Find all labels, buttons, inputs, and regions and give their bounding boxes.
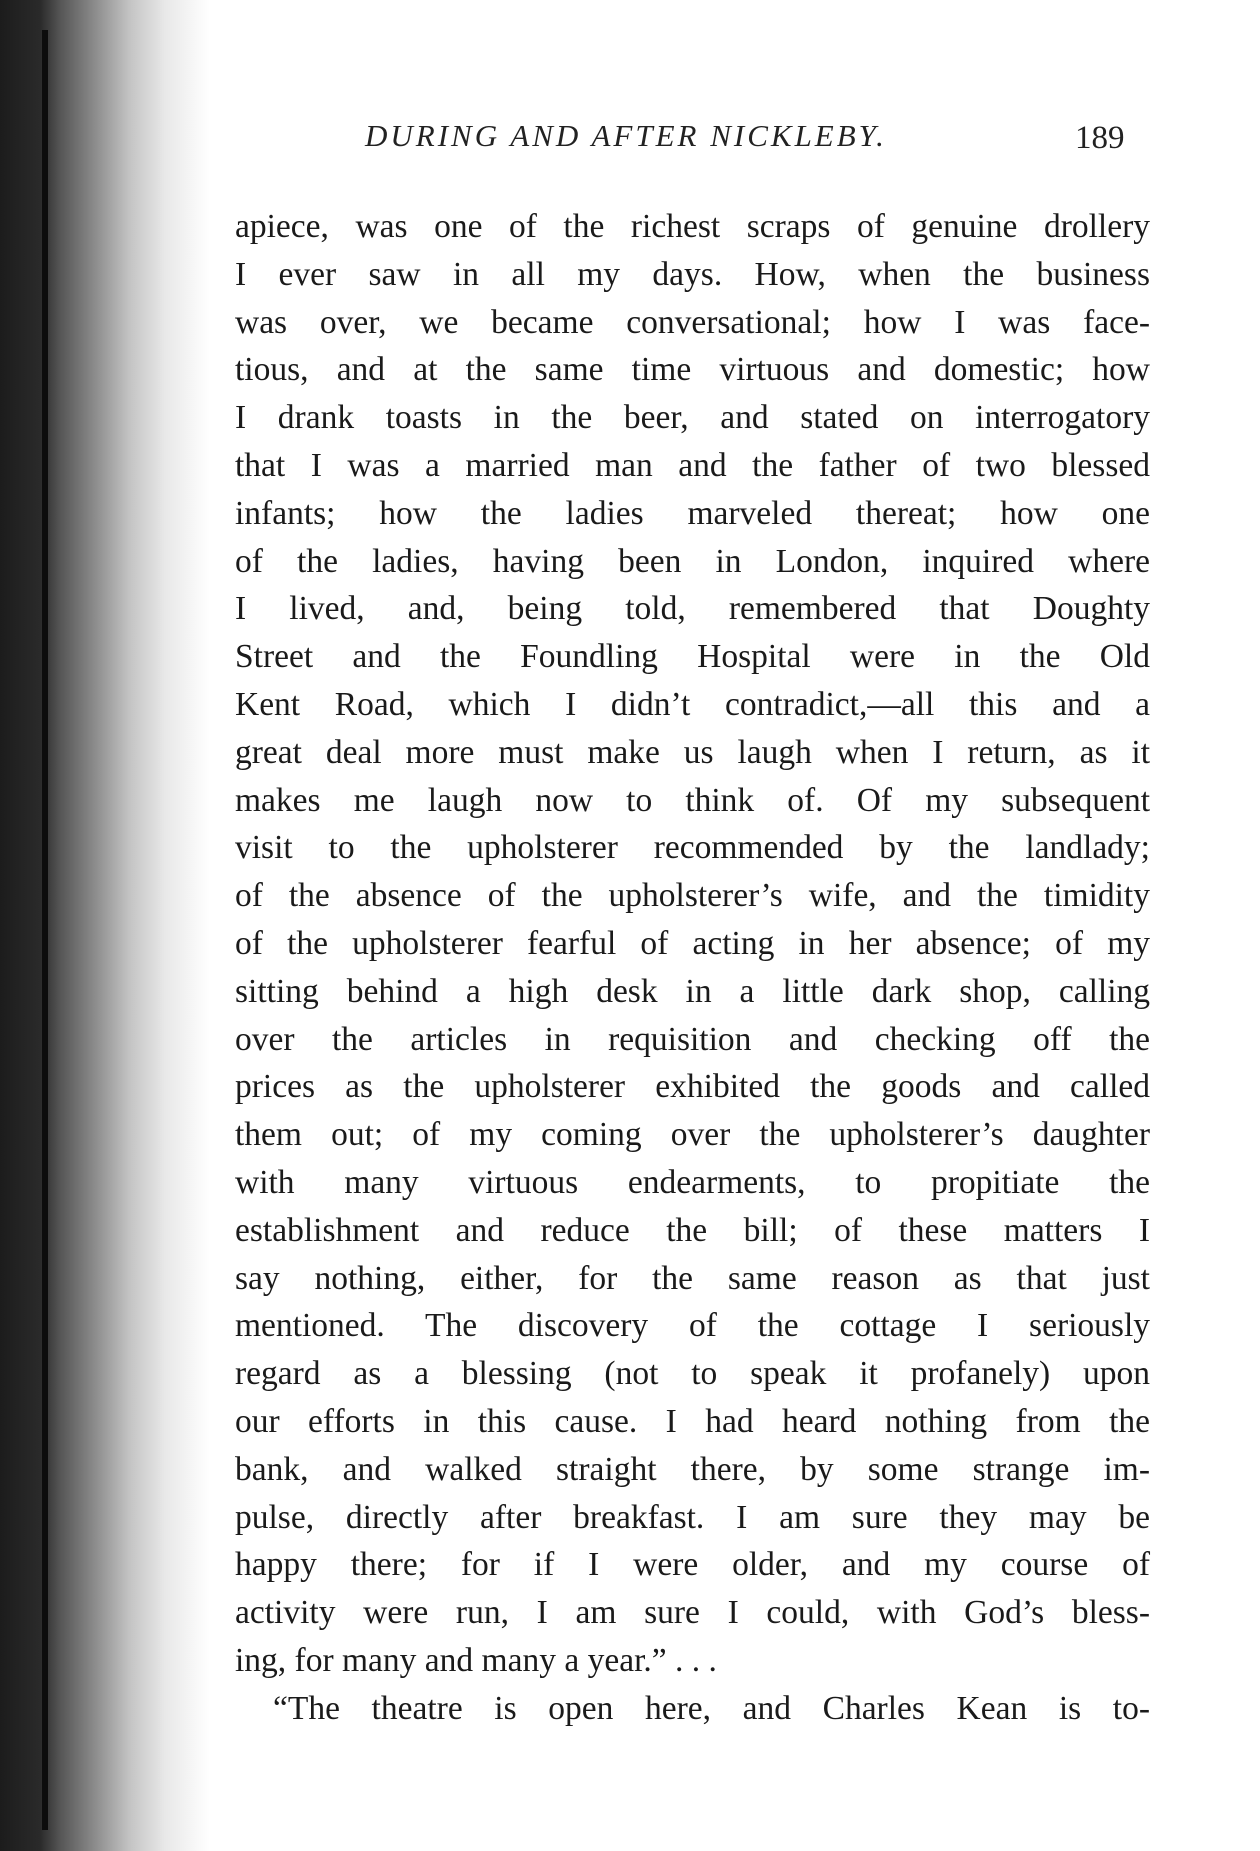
text-line: apiece, was one of the richest scraps of genuine drollery	[235, 208, 1150, 245]
text-line: Street and the Foundling Hospital were in the Old	[235, 638, 1150, 676]
text-line: our efforts in this cause. I had heard nothing from the	[235, 1402, 1150, 1440]
text-line: that I was a married man and the father of two blessed	[235, 446, 1150, 484]
text-line: mentioned. The discovery of the cottage I seriously	[235, 1307, 1150, 1345]
text-line: infants; how the ladies marveled thereat; how one	[235, 494, 1150, 532]
text-line: of the upholsterer fearful of acting in her absence; of my	[235, 924, 1150, 962]
text-line: great deal more must make us laugh when I return, as it	[235, 733, 1150, 771]
page-number: 189	[1075, 120, 1125, 156]
text-line: was over, we became conversational; how I was face-	[235, 303, 1150, 341]
binding-shadow	[0, 0, 210, 1851]
binding-edge	[42, 30, 48, 1830]
text-line: prices as the upholsterer exhibited the goods and called	[235, 1068, 1150, 1106]
text-line: visit to the upholsterer recommended by the landlady;	[235, 829, 1150, 867]
text-line: them out; of my coming over the upholsterer’s daughter	[235, 1116, 1150, 1154]
text-line: I lived, and, being told, remembered that Doughty	[235, 590, 1150, 628]
running-head	[365, 118, 1155, 158]
text-line: of the ladies, having been in London, inquired where	[235, 542, 1150, 580]
text-line: bank, and walked straight there, by some strange im-	[235, 1450, 1150, 1488]
text-line: over the articles in requisition and checking off the	[235, 1020, 1150, 1058]
text-line: sitting behind a high desk in a little dark shop, calling	[235, 972, 1150, 1010]
body-text	[235, 203, 1150, 1733]
text-line: with many virtuous endearments, to propitiate the	[235, 1163, 1150, 1201]
paragraph-first-line: “The theatre is open here, and Charles Kean is to-	[273, 1689, 1150, 1727]
text-line: I drank toasts in the beer, and stated on interrogatory	[235, 399, 1150, 437]
text-line: tious, and at the same time virtuous and domestic; how	[235, 351, 1150, 389]
text-line: Kent Road, which I didn’t contradict,—all this and a	[235, 685, 1150, 723]
text-line: establishment and reduce the bill; of these matters I	[235, 1211, 1150, 1249]
text-line: say nothing, either, for the same reason as that just	[235, 1259, 1150, 1297]
paragraph-last-line: ing, for many and many a year.” . . .	[235, 1641, 717, 1679]
text-line: I ever saw in all my days. How, when the business	[235, 255, 1150, 293]
text-line: pulse, directly after breakfast. I am sure they may be	[235, 1498, 1150, 1536]
running-title: DURING AND AFTER NICKLEBY.	[365, 118, 887, 153]
text-line: happy there; for if I were older, and my course of	[235, 1546, 1150, 1584]
text-line: of the absence of the upholsterer’s wife, and the timidity	[235, 877, 1150, 915]
text-line: makes me laugh now to think of. Of my subsequent	[235, 781, 1150, 819]
text-line: regard as a blessing (not to speak it profanely) upon	[235, 1355, 1150, 1393]
text-line: activity were run, I am sure I could, with God’s bless-	[235, 1594, 1150, 1632]
